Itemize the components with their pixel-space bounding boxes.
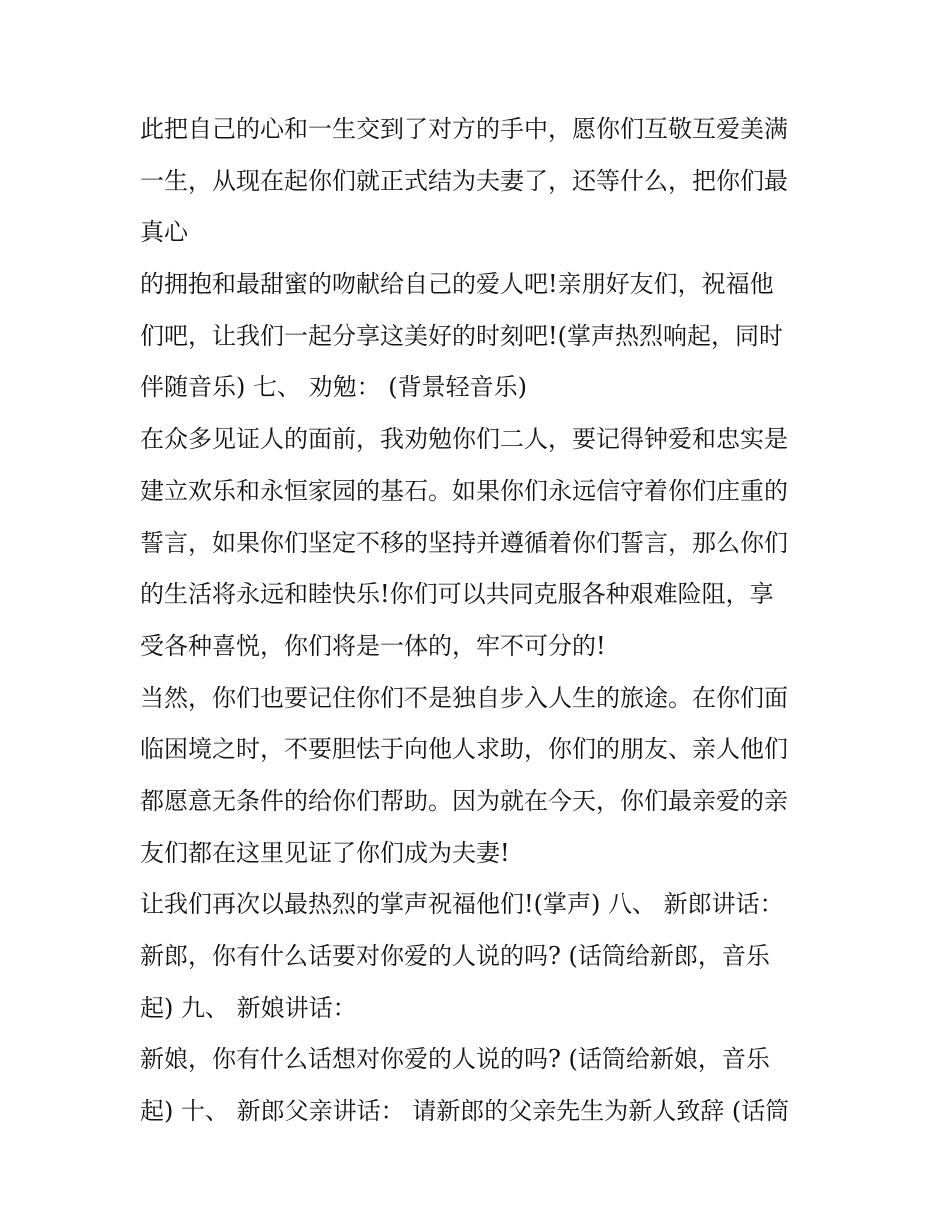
text-line: 真心 — [140, 218, 188, 247]
text-line: 让我们再次以最热烈的掌声祝福他们!(掌声) 八、 新郎讲话： — [140, 890, 784, 919]
text-line: 们吧，让我们一起分享这美好的时刻吧!(掌声热烈响起，同时 — [140, 321, 784, 350]
text-line: 新郎，你有什么话要对你爱的人说的吗? (话筒给新郎，音乐 — [140, 942, 770, 970]
text-line: 伴随音乐) 七、 劝勉： (背景轻音乐) — [140, 373, 527, 402]
text-line: 一生，从现在起你们就正式结为夫妻了，还等什么，把你们最 — [140, 166, 788, 195]
text-line: 新娘，你有什么话想对你爱的人说的吗? (话筒给新娘，音乐 — [140, 1045, 770, 1074]
text-line: 临困境之时，不要胆怯于向他人求助，你们的朋友、亲人他们 — [140, 735, 788, 764]
text-line: 起) 十、 新郎父亲讲话： 请新郎的父亲先生为新人致辞 (话筒 — [140, 1097, 790, 1126]
text-line: 此把自己的心和一生交到了对方的手中，愿你们互敬互爱美满 — [140, 115, 788, 143]
text-line: 受各种喜悦，你们将是一体的，牢不可分的! — [140, 631, 606, 660]
text-line: 建立欢乐和永恒家园的基石。如果你们永远信守着你们庄重的 — [140, 476, 788, 505]
text-line: 的生活将永远和睦快乐!你们可以共同克服各种艰难险阻，享 — [140, 580, 774, 609]
text-line: 友们都在这里见证了你们成为夫妻! — [140, 838, 510, 867]
text-line: 当然，你们也要记住你们不是独自步入人生的旅途。在你们面 — [140, 683, 788, 712]
text-line: 誓言，如果你们坚定不移的坚持并遵循着你们誓言，那么你们 — [140, 528, 788, 557]
text-line: 都愿意无条件的给你们帮助。因为就在今天，你们最亲爱的亲 — [140, 786, 788, 815]
text-line: 在众多见证人的面前，我劝勉你们二人，要记得钟爱和忠实是 — [140, 425, 788, 454]
text-line: 的拥抱和最甜蜜的吻献给自己的爱人吧!亲朋好友们，祝福他 — [140, 270, 774, 299]
text-line: 起) 九、 新娘讲话： — [140, 993, 357, 1022]
body-text — [140, 104, 820, 1138]
